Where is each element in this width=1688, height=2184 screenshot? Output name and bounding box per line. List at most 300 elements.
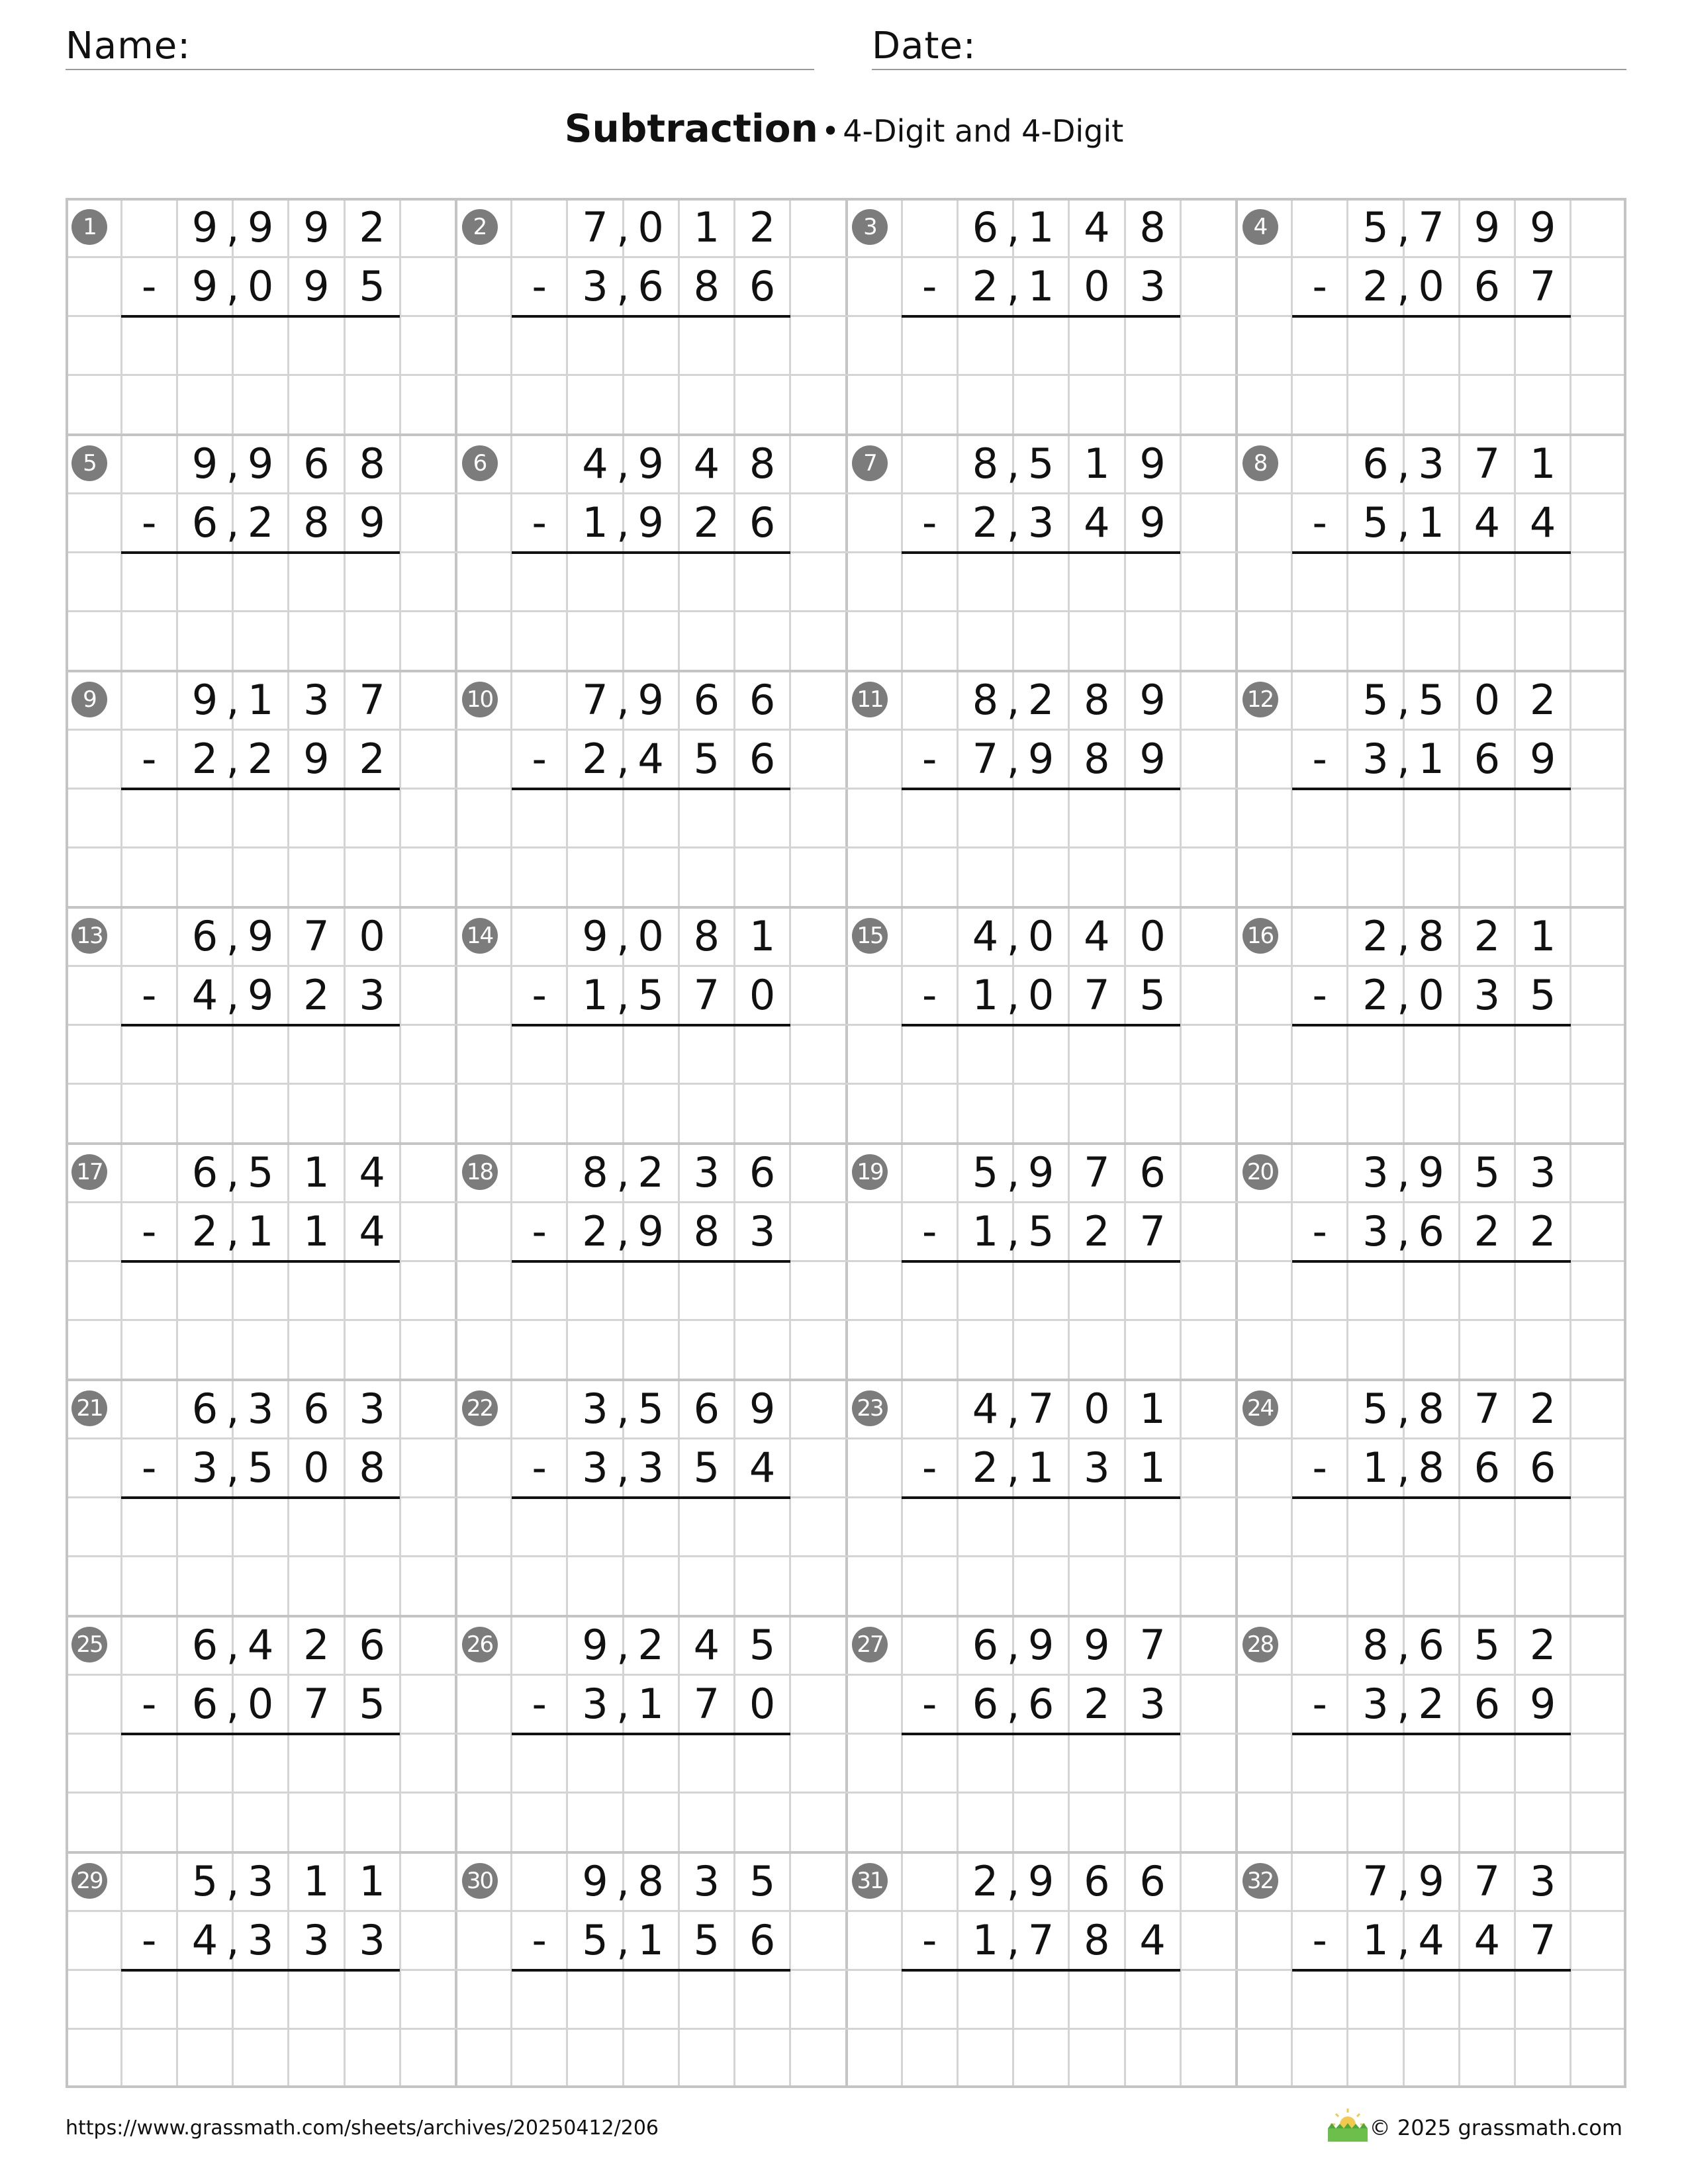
answer-cell[interactable]: [735, 789, 790, 848]
minuend-digit: 0: [637, 203, 664, 251]
subtrahend-digit: 6: [1474, 1443, 1501, 1492]
answer-cell[interactable]: [1125, 789, 1180, 848]
subtrahend-digit: 1: [637, 1680, 664, 1729]
minus-sign: -: [142, 498, 157, 547]
thousands-separator: ,: [1397, 1857, 1410, 1905]
answer-cell[interactable]: [1292, 1970, 1348, 2029]
minuend-digit: 1: [247, 676, 274, 724]
subtrahend-digit: 6: [1418, 1207, 1444, 1256]
thousands-separator: ,: [1006, 1443, 1020, 1492]
answer-cell[interactable]: [344, 789, 400, 848]
answer-cell[interactable]: [1459, 316, 1515, 375]
answer-cell[interactable]: [1459, 1261, 1515, 1320]
answer-cell[interactable]: [512, 316, 567, 375]
minuend-digit: 2: [972, 1857, 999, 1905]
answer-cell[interactable]: [121, 1734, 177, 1793]
name-label: Name:: [66, 24, 191, 68]
answer-cell[interactable]: [1348, 1498, 1403, 1557]
answer-cell[interactable]: [567, 553, 623, 612]
answer-cell[interactable]: [1459, 1734, 1515, 1793]
minuend-digit: 9: [1027, 1857, 1055, 1905]
answer-cell[interactable]: [1348, 1025, 1403, 1084]
minuend-digit: 6: [1418, 1621, 1444, 1669]
answer-cell[interactable]: [512, 553, 567, 612]
thousands-separator: ,: [226, 1443, 240, 1492]
problem-number-badge: 27: [852, 1627, 888, 1662]
answer-cell[interactable]: [1125, 1261, 1180, 1320]
thousands-separator: ,: [1006, 912, 1020, 960]
answer-cell[interactable]: [1403, 1025, 1459, 1084]
answer-cell[interactable]: [1069, 316, 1125, 375]
answer-cell[interactable]: [1013, 1498, 1069, 1557]
subtrahend-digit: 0: [1418, 262, 1444, 311]
answer-cell[interactable]: [233, 1261, 289, 1320]
thousands-separator: ,: [1397, 1443, 1410, 1492]
answer-cell[interactable]: [233, 1734, 289, 1793]
answer-cell[interactable]: [679, 1025, 734, 1084]
name-field[interactable]: [66, 24, 814, 70]
minuend-digit: 8: [359, 439, 385, 488]
minuend-digit: 1: [303, 1857, 330, 1905]
answer-cell[interactable]: [233, 316, 289, 375]
subtrahend-digit: 0: [247, 262, 274, 311]
answer-cell[interactable]: [1069, 553, 1125, 612]
subtrahend-digit: 5: [1529, 971, 1556, 1020]
problem-number-badge: 2: [462, 209, 498, 245]
thousands-separator: ,: [1397, 439, 1410, 488]
answer-cell[interactable]: [1125, 1734, 1180, 1793]
answer-cell[interactable]: [512, 1025, 567, 1084]
answer-cell[interactable]: [177, 1261, 232, 1320]
minus-sign: -: [1312, 1680, 1327, 1729]
answer-cell[interactable]: [121, 1261, 177, 1320]
subtrahend-digit: 6: [637, 262, 664, 311]
subtrahend-digit: 2: [1418, 1680, 1444, 1729]
answer-cell[interactable]: [567, 1498, 623, 1557]
minus-sign: -: [532, 262, 547, 311]
answer-cell[interactable]: [567, 1970, 623, 2029]
subtrahend-digit: 6: [749, 262, 776, 311]
subtrahend-digit: 6: [191, 1680, 218, 1729]
minuend-digit: 3: [303, 676, 330, 724]
answer-cell[interactable]: [567, 789, 623, 848]
answer-cell[interactable]: [512, 1970, 567, 2029]
minuend-digit: 9: [582, 912, 608, 960]
answer-cell[interactable]: [1292, 1025, 1348, 1084]
answer-cell[interactable]: [679, 1970, 734, 2029]
minuend-digit: 2: [1362, 912, 1389, 960]
minuend-digit: 6: [1362, 439, 1389, 488]
answer-cell[interactable]: [289, 1261, 344, 1320]
answer-cell[interactable]: [1459, 1970, 1515, 2029]
answer-cell[interactable]: [233, 553, 289, 612]
subtrahend-digit: 3: [749, 1207, 776, 1256]
answer-cell[interactable]: [902, 1970, 957, 2029]
answer-cell[interactable]: [1515, 316, 1571, 375]
answer-cell[interactable]: [623, 1025, 679, 1084]
thousands-separator: ,: [1397, 1148, 1410, 1197]
problem-number-badge: 12: [1243, 682, 1278, 717]
subtrahend-digit: 7: [972, 735, 999, 784]
thousands-separator: ,: [1397, 912, 1410, 960]
date-field[interactable]: [872, 24, 1626, 70]
thousands-separator: ,: [1397, 1385, 1410, 1433]
answer-cell[interactable]: [233, 1498, 289, 1557]
answer-cell[interactable]: [1292, 789, 1348, 848]
answer-cell[interactable]: [1403, 1498, 1459, 1557]
minuend-digit: 9: [1139, 676, 1166, 724]
answer-cell[interactable]: [512, 1261, 567, 1320]
minuend-digit: 5: [1474, 1621, 1501, 1669]
answer-cell[interactable]: [1069, 1261, 1125, 1320]
answer-cell[interactable]: [177, 1970, 232, 2029]
answer-cell[interactable]: [344, 1261, 400, 1320]
thousands-separator: ,: [616, 439, 630, 488]
minuend-digit: 9: [247, 203, 274, 251]
answer-cell[interactable]: [735, 1498, 790, 1557]
answer-cell[interactable]: [1069, 789, 1125, 848]
answer-cell[interactable]: [902, 789, 957, 848]
answer-cell[interactable]: [121, 1970, 177, 2029]
answer-cell[interactable]: [1403, 316, 1459, 375]
answer-cell[interactable]: [289, 789, 344, 848]
answer-cell[interactable]: [1348, 789, 1403, 848]
answer-cell[interactable]: [957, 316, 1013, 375]
thousands-separator: ,: [1006, 1385, 1020, 1433]
subtrahend-digit: 5: [1027, 1207, 1055, 1256]
answer-cell[interactable]: [735, 1734, 790, 1793]
answer-cell[interactable]: [735, 1261, 790, 1320]
minus-sign: -: [142, 735, 157, 784]
answer-cell[interactable]: [289, 316, 344, 375]
thousands-separator: ,: [226, 735, 240, 784]
answer-cell[interactable]: [679, 789, 734, 848]
answer-cell[interactable]: [902, 1498, 957, 1557]
answer-cell[interactable]: [512, 789, 567, 848]
title-subtitle: 4-Digit and 4-Digit: [843, 113, 1124, 149]
answer-cell[interactable]: [1459, 553, 1515, 612]
thousands-separator: ,: [616, 1680, 630, 1729]
subtrahend-digit: 5: [693, 735, 720, 784]
answer-cell[interactable]: [1013, 1025, 1069, 1084]
answer-cell[interactable]: [289, 1498, 344, 1557]
answer-cell[interactable]: [1403, 1734, 1459, 1793]
minuend-digit: 4: [693, 439, 720, 488]
answer-cell[interactable]: [679, 553, 734, 612]
answer-cell[interactable]: [957, 1734, 1013, 1793]
answer-cell[interactable]: [1459, 1498, 1515, 1557]
answer-cell[interactable]: [1348, 1734, 1403, 1793]
subtrahend-digit: 0: [1084, 262, 1110, 311]
answer-cell[interactable]: [902, 553, 957, 612]
problem-number-badge: 7: [852, 445, 888, 481]
minuend-digit: 6: [749, 676, 776, 724]
answer-cell[interactable]: [679, 1734, 734, 1793]
answer-cell[interactable]: [1125, 1970, 1180, 2029]
subtrahend-digit: 6: [1474, 1680, 1501, 1729]
subtrahend-digit: 4: [191, 1916, 218, 1965]
subtrahend-digit: 1: [972, 1207, 999, 1256]
answer-cell[interactable]: [902, 1734, 957, 1793]
answer-cell[interactable]: [1013, 789, 1069, 848]
answer-cell[interactable]: [177, 1734, 232, 1793]
answer-cell[interactable]: [1348, 1261, 1403, 1320]
answer-cell[interactable]: [1292, 1261, 1348, 1320]
subtrahend-digit: 6: [749, 498, 776, 547]
answer-cell[interactable]: [1348, 553, 1403, 612]
answer-cell[interactable]: [289, 553, 344, 612]
answer-cell[interactable]: [177, 553, 232, 612]
minuend-digit: 0: [1139, 912, 1166, 960]
answer-cell[interactable]: [1292, 1498, 1348, 1557]
thousands-separator: ,: [1397, 203, 1410, 251]
answer-cell[interactable]: [1292, 316, 1348, 375]
minuend-digit: 3: [1418, 439, 1444, 488]
minuend-digit: 0: [359, 912, 385, 960]
problem-number-badge: 11: [852, 682, 888, 717]
problem-number-badge: 9: [71, 682, 107, 717]
answer-cell[interactable]: [1292, 553, 1348, 612]
answer-cell[interactable]: [679, 1261, 734, 1320]
answer-cell[interactable]: [344, 1734, 400, 1793]
answer-cell[interactable]: [902, 1025, 957, 1084]
answer-cell[interactable]: [1515, 1025, 1571, 1084]
answer-cell[interactable]: [623, 316, 679, 375]
subtrahend-digit: 2: [1084, 1680, 1110, 1729]
problem-number-badge: 14: [462, 918, 498, 954]
answer-cell[interactable]: [1515, 553, 1571, 612]
answer-cell[interactable]: [1013, 553, 1069, 612]
answer-cell[interactable]: [1403, 553, 1459, 612]
answer-cell[interactable]: [1125, 316, 1180, 375]
thousands-separator: ,: [616, 262, 630, 311]
subtrahend-digit: 2: [191, 735, 218, 784]
minuend-digit: 3: [247, 1857, 274, 1905]
answer-cell[interactable]: [121, 789, 177, 848]
minuend-digit: 9: [247, 439, 274, 488]
answer-cell[interactable]: [957, 1970, 1013, 2029]
minuend-digit: 4: [582, 439, 608, 488]
title-bullet: •: [821, 113, 840, 149]
subtrahend-digit: 8: [693, 262, 720, 311]
minuend-digit: 3: [582, 1385, 608, 1433]
answer-cell[interactable]: [1069, 1970, 1125, 2029]
answer-cell[interactable]: [567, 1261, 623, 1320]
answer-cell[interactable]: [623, 553, 679, 612]
subtrahend-digit: 4: [1139, 1916, 1166, 1965]
subtrahend-digit: 4: [1474, 498, 1501, 547]
subtrahend-digit: 0: [303, 1443, 330, 1492]
thousands-separator: ,: [226, 439, 240, 488]
subtrahend-digit: 5: [582, 1916, 608, 1965]
answer-cell[interactable]: [1459, 1025, 1515, 1084]
problem-number-badge: 30: [462, 1863, 498, 1899]
answer-cell[interactable]: [1069, 1498, 1125, 1557]
answer-cell[interactable]: [1515, 1970, 1571, 2029]
minuend-digit: 5: [247, 1148, 274, 1197]
minuend-digit: 8: [1418, 912, 1444, 960]
answer-cell[interactable]: [1515, 1261, 1571, 1320]
subtrahend-digit: 2: [1084, 1207, 1110, 1256]
minus-sign: -: [142, 1443, 157, 1492]
subtrahend-digit: 2: [1529, 1207, 1556, 1256]
minuend-digit: 7: [582, 203, 608, 251]
answer-cell[interactable]: [289, 1970, 344, 2029]
answer-cell[interactable]: [567, 1734, 623, 1793]
minus-sign: -: [1312, 735, 1327, 784]
subtrahend-digit: 9: [303, 262, 330, 311]
subtrahend-digit: 7: [1529, 262, 1556, 311]
answer-cell[interactable]: [957, 1261, 1013, 1320]
subtrahend-digit: 7: [1084, 971, 1110, 1020]
minuend-digit: 6: [693, 1385, 720, 1433]
minus-sign: -: [922, 1443, 937, 1492]
answer-cell[interactable]: [121, 1498, 177, 1557]
answer-cell[interactable]: [177, 1498, 232, 1557]
answer-cell[interactable]: [512, 1498, 567, 1557]
answer-cell[interactable]: [344, 1970, 400, 2029]
subtrahend-digit: 2: [247, 735, 274, 784]
answer-cell[interactable]: [735, 1970, 790, 2029]
subtrahend-digit: 2: [582, 735, 608, 784]
answer-cell[interactable]: [177, 316, 232, 375]
answer-cell[interactable]: [177, 789, 232, 848]
minuend-digit: 7: [1474, 439, 1501, 488]
minuend-digit: 8: [637, 1857, 664, 1905]
answer-cell[interactable]: [1515, 789, 1571, 848]
subtrahend-digit: 0: [247, 1680, 274, 1729]
minuend-digit: 1: [749, 912, 776, 960]
answer-cell[interactable]: [121, 1025, 177, 1084]
subtrahend-digit: 1: [637, 1916, 664, 1965]
answer-cell[interactable]: [1069, 1734, 1125, 1793]
answer-cell[interactable]: [1292, 1734, 1348, 1793]
answer-cell[interactable]: [344, 316, 400, 375]
subtrahend-digit: 3: [359, 971, 385, 1020]
answer-cell[interactable]: [344, 1025, 400, 1084]
answer-cell[interactable]: [1013, 1734, 1069, 1793]
answer-cell[interactable]: [1013, 1970, 1069, 2029]
answer-cell[interactable]: [289, 1025, 344, 1084]
subtrahend-digit: 9: [637, 1207, 664, 1256]
problem-number-badge: 31: [852, 1863, 888, 1899]
answer-cell[interactable]: [177, 1025, 232, 1084]
answer-cell[interactable]: [623, 1498, 679, 1557]
subtrahend-digit: 5: [637, 971, 664, 1020]
minuend-digit: 6: [191, 1385, 218, 1433]
subtrahend-digit: 8: [1418, 1443, 1444, 1492]
answer-cell[interactable]: [567, 316, 623, 375]
answer-cell[interactable]: [623, 1970, 679, 2029]
answer-cell[interactable]: [512, 1734, 567, 1793]
minus-sign: -: [142, 1680, 157, 1729]
footer-url: https://www.grassmath.com/sheets/archives/20250412/206: [66, 2116, 659, 2140]
answer-cell[interactable]: [623, 1734, 679, 1793]
answer-cell[interactable]: [735, 553, 790, 612]
answer-cell[interactable]: [344, 1498, 400, 1557]
answer-cell[interactable]: [957, 1025, 1013, 1084]
thousands-separator: ,: [226, 1207, 240, 1256]
problem-number-badge: 24: [1243, 1390, 1278, 1426]
problem-number-badge: 13: [71, 918, 107, 954]
minuend-digit: 9: [749, 1385, 776, 1433]
answer-cell[interactable]: [233, 1025, 289, 1084]
minuend-digit: 5: [191, 1857, 218, 1905]
answer-cell[interactable]: [1515, 1498, 1571, 1557]
answer-cell[interactable]: [1403, 1261, 1459, 1320]
subtrahend-digit: 2: [972, 1443, 999, 1492]
thousands-separator: ,: [1397, 262, 1410, 311]
answer-cell[interactable]: [233, 789, 289, 848]
answer-cell[interactable]: [233, 1970, 289, 2029]
answer-cell[interactable]: [735, 316, 790, 375]
minuend-digit: 9: [191, 439, 218, 488]
subtrahend-digit: 6: [749, 735, 776, 784]
subtrahend-digit: 1: [1418, 735, 1444, 784]
thousands-separator: ,: [1006, 971, 1020, 1020]
answer-cell[interactable]: [1125, 1025, 1180, 1084]
answer-cell[interactable]: [567, 1025, 623, 1084]
answer-cell[interactable]: [1403, 1970, 1459, 2029]
answer-cell[interactable]: [957, 789, 1013, 848]
answer-cell[interactable]: [1069, 1025, 1125, 1084]
thousands-separator: ,: [1006, 1621, 1020, 1669]
subtrahend-digit: 3: [303, 1916, 330, 1965]
minuend-digit: 2: [303, 1621, 330, 1669]
subtrahend-digit: 6: [1529, 1443, 1556, 1492]
answer-cell[interactable]: [902, 1261, 957, 1320]
thousands-separator: ,: [226, 676, 240, 724]
answer-cell[interactable]: [1013, 1261, 1069, 1320]
thousands-separator: ,: [616, 498, 630, 547]
minuend-digit: 3: [1529, 1857, 1556, 1905]
minus-sign: -: [922, 1916, 937, 1965]
answer-cell[interactable]: [1125, 553, 1180, 612]
subtrahend-digit: 9: [247, 971, 274, 1020]
answer-cell[interactable]: [902, 316, 957, 375]
answer-cell[interactable]: [121, 316, 177, 375]
answer-cell[interactable]: [1515, 1734, 1571, 1793]
subtrahend-digit: 7: [1027, 1916, 1055, 1965]
answer-cell[interactable]: [1348, 316, 1403, 375]
answer-cell[interactable]: [679, 316, 734, 375]
answer-cell[interactable]: [957, 553, 1013, 612]
answer-cell[interactable]: [1013, 316, 1069, 375]
answer-cell[interactable]: [121, 553, 177, 612]
answer-cell[interactable]: [957, 1498, 1013, 1557]
minuend-digit: 4: [359, 1148, 385, 1197]
problem-number-badge: 19: [852, 1154, 888, 1190]
answer-cell[interactable]: [679, 1498, 734, 1557]
thousands-separator: ,: [616, 676, 630, 724]
answer-cell[interactable]: [1348, 1970, 1403, 2029]
answer-cell[interactable]: [1403, 789, 1459, 848]
answer-cell[interactable]: [623, 1261, 679, 1320]
answer-cell[interactable]: [623, 789, 679, 848]
minuend-digit: 9: [637, 439, 664, 488]
minuend-digit: 6: [303, 439, 330, 488]
subtrahend-digit: 3: [1362, 1680, 1389, 1729]
answer-cell[interactable]: [1459, 789, 1515, 848]
problem-number-badge: 4: [1243, 209, 1278, 245]
answer-cell[interactable]: [735, 1025, 790, 1084]
answer-cell[interactable]: [344, 553, 400, 612]
answer-cell[interactable]: [289, 1734, 344, 1793]
minuend-digit: 9: [1139, 439, 1166, 488]
minus-sign: -: [922, 1207, 937, 1256]
minuend-digit: 8: [972, 439, 999, 488]
answer-cell[interactable]: [1125, 1498, 1180, 1557]
